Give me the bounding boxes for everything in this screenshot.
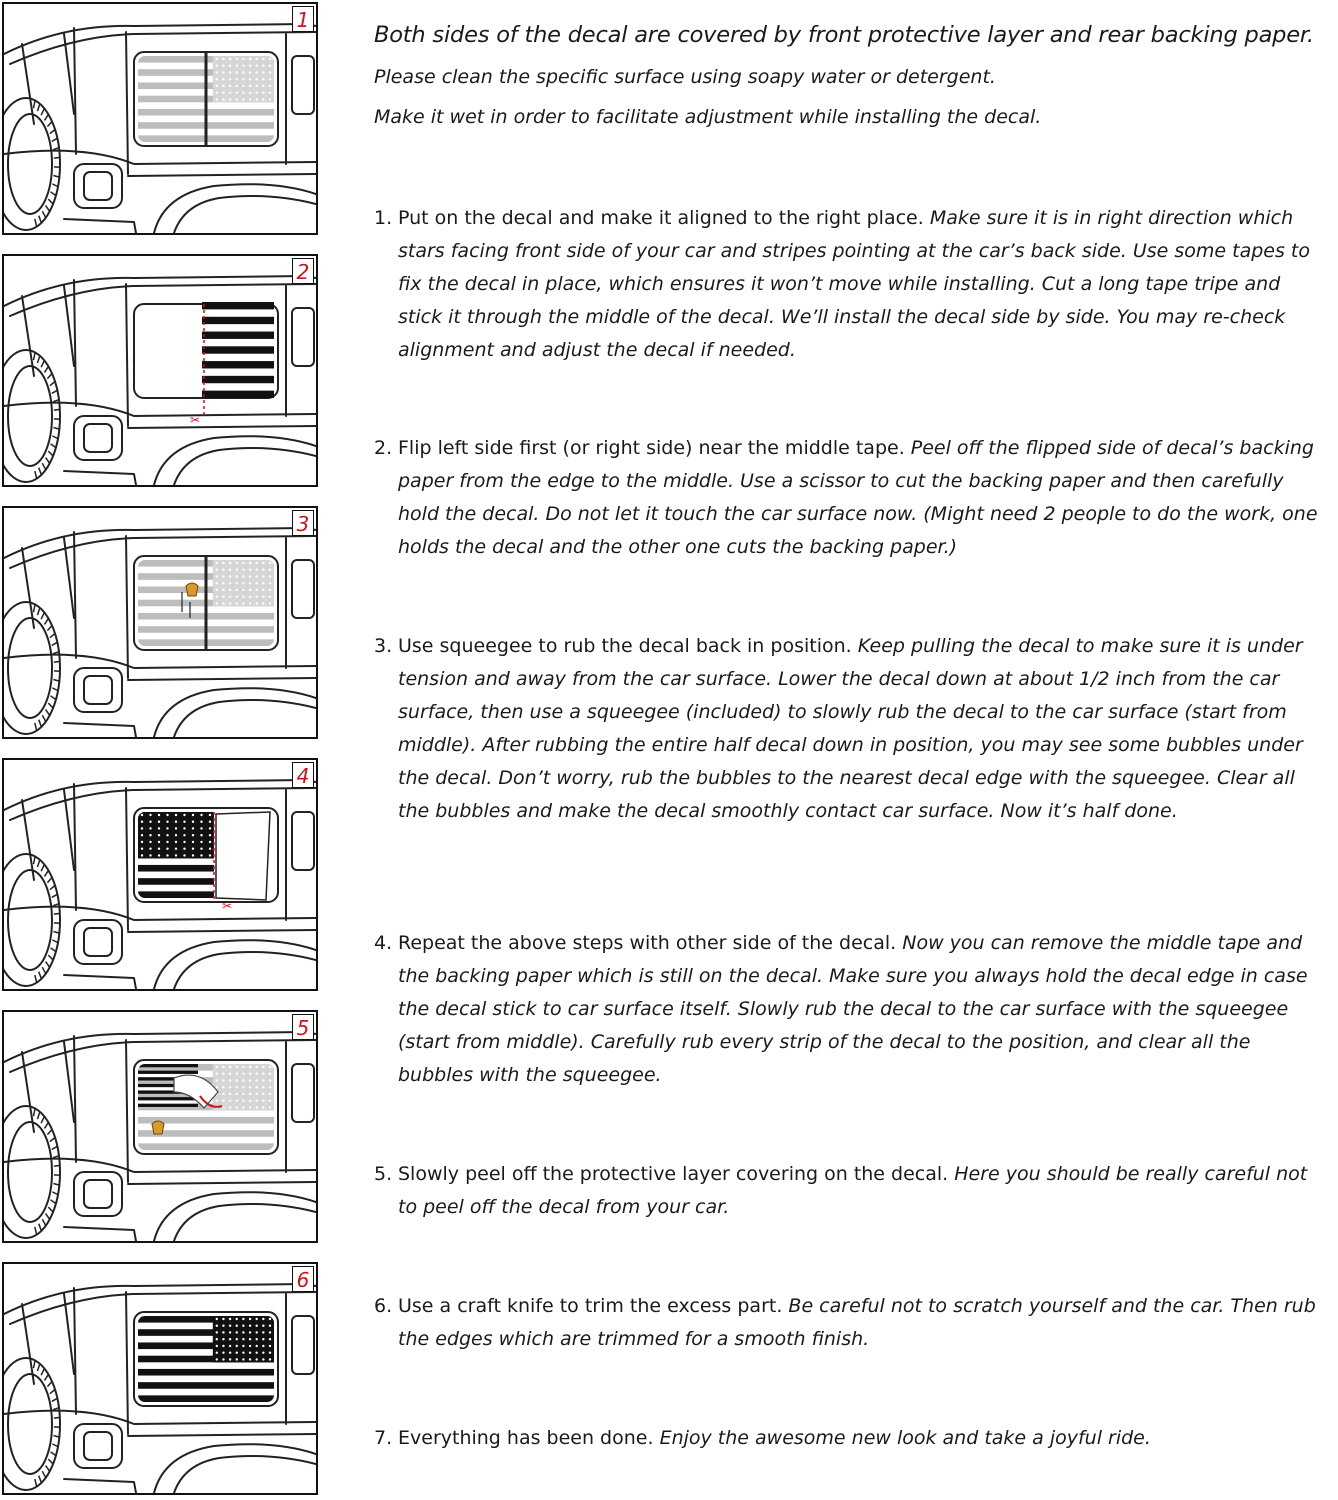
step-number: 7. [374, 1427, 393, 1449]
step-illustration-3 [2, 506, 318, 739]
svg-text:✂: ✂ [190, 413, 201, 427]
panel-number: 4 [292, 762, 314, 788]
intro-line-1: Both sides of the decal are covered by front protective layer and rear backing paper. [374, 22, 1314, 48]
step-number: 4. [374, 932, 393, 954]
panel-number: 2 [292, 258, 314, 284]
step-lead: Flip left side first (or right side) near the middle tape. [398, 437, 905, 459]
step-lead: Slowly peel off the protective layer covering on the decal. [398, 1163, 949, 1185]
instruction-step-5 [374, 1158, 1324, 1224]
jeep-illustration [4, 760, 316, 989]
step-number: 6. [374, 1295, 393, 1317]
step-lead: Repeat the above steps with other side of the decal. [398, 932, 897, 954]
step-detail: Keep pulling the decal to make sure it is under tension and away from the car surface. Lower the decal down at about 1/2 inch from the car surface, then use a squeegee (included) to slowly rub the decal to the car surface (start from middle). After rubbing the entire half decal down in position, you may see some bubbles under the decal. Don’t worry, rub the bubbles to the nearest decal edge with the squeegee. Clear all the bubbles and make the decal smoothly contact car surface. Now it’s half done. [398, 635, 1303, 822]
jeep-illustration [4, 4, 316, 233]
step-number: 1. [374, 207, 393, 229]
step-detail: Enjoy the awesome new look and take a joyful ride. [659, 1427, 1151, 1449]
step-detail: Make sure it is in right direction which stars facing front side of your car and stripes pointing at the car’s back side. Use some tapes to fix the decal in place, which ensures it won’t move while installing. Cut a long tape tripe and stick it through the middle of the decal. We’ll install the decal side by side. You may re-check alignment and adjust the decal if needed. [398, 207, 1310, 361]
jeep-illustration [4, 508, 316, 737]
svg-text:✂: ✂ [222, 899, 233, 913]
step-lead: Put on the decal and make it aligned to the right place. [398, 207, 924, 229]
jeep-illustration [4, 1012, 316, 1241]
step-illustration-4 [2, 758, 318, 991]
step-illustration-6 [2, 1262, 318, 1495]
step-illustration-2 [2, 254, 318, 487]
instruction-step-4 [374, 927, 1324, 1092]
step-lead: Use a craft knife to trim the excess part. [398, 1295, 783, 1317]
step-number: 2. [374, 437, 393, 459]
instruction-step-7 [374, 1422, 1324, 1455]
step-detail: Peel off the flipped side of decal’s backing paper from the edge to the middle. Use a scissor to cut the backing paper and then carefully hold the decal. Do not let it touch the car surface now. (Might need 2 people to do the work, one holds the decal and the other one cuts the backing paper.) [398, 437, 1318, 558]
step-detail: Here you should be really careful not to peel off the decal from your car. [398, 1163, 1308, 1218]
step-number: 3. [374, 635, 393, 657]
instruction-step-6 [374, 1290, 1324, 1356]
jeep-illustration [4, 1264, 316, 1493]
step-detail: Be careful not to scratch yourself and the car. Then rub the edges which are trimmed for a smooth finish. [398, 1295, 1316, 1350]
intro-line-3: Make it wet in order to facilitate adjustment while installing the decal. [374, 106, 1042, 128]
step-lead: Use squeegee to rub the decal back in position. [398, 635, 852, 657]
jeep-illustration [4, 256, 316, 485]
instruction-step-2 [374, 432, 1324, 564]
panel-number: 5 [292, 1014, 314, 1040]
instruction-step-3 [374, 630, 1324, 828]
step-detail: Now you can remove the middle tape and the backing paper which is still on the decal. Make sure you always hold the decal edge in case the decal stick to car surface itself. Slowly rub the decal to the car surface with the squeegee (start from middle). Carefully rub every strip of the decal to the position, and clear all the bubbles with the squeegee. [398, 932, 1308, 1086]
panel-number: 6 [292, 1266, 314, 1292]
step-illustration-5 [2, 1010, 318, 1243]
step-number: 5. [374, 1163, 393, 1185]
step-illustration-1 [2, 2, 318, 235]
panel-number: 3 [292, 510, 314, 536]
instruction-step-1 [374, 202, 1324, 367]
intro-line-2: Please clean the specific surface using soapy water or detergent. [374, 66, 996, 88]
panel-number: 1 [292, 6, 314, 32]
step-lead: Everything has been done. [398, 1427, 654, 1449]
